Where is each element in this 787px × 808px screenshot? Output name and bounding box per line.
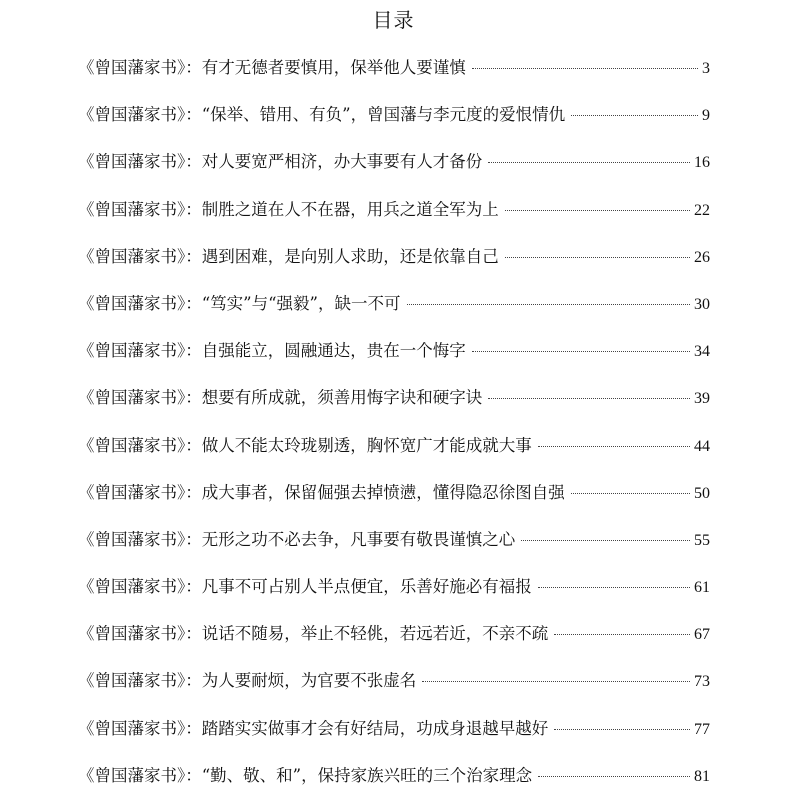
dot-leader (472, 68, 698, 69)
book-title: 《曾国藩家书》 (78, 482, 186, 502)
dot-leader (488, 162, 690, 163)
page-number: 39 (694, 390, 710, 408)
page-number: 34 (694, 343, 710, 361)
title-separator: ： (185, 718, 202, 738)
entry-text: 遇到困难，是向别人求助，还是依靠自己 (201, 246, 499, 266)
page-number: 3 (702, 60, 710, 77)
page-number: 50 (694, 484, 710, 502)
entry-text: 凡事不可占别人半点便宜，乐善好施必有福报 (201, 577, 532, 597)
toc-entry[interactable] (78, 525, 710, 572)
book-title: 《曾国藩家书》 (78, 765, 186, 785)
dot-leader (472, 351, 690, 352)
title-separator: ： (185, 388, 202, 408)
title-separator: ： (185, 624, 202, 644)
book-title: 《曾国藩家书》 (78, 58, 186, 77)
dot-leader (505, 210, 690, 211)
toc-entry[interactable] (78, 619, 710, 666)
dot-leader (521, 540, 690, 541)
entry-text: 自强能立，圆融通达，贵在一个悔字 (201, 341, 466, 361)
title-separator: ： (185, 435, 202, 455)
book-title: 《曾国藩家书》 (78, 624, 186, 644)
dot-leader (538, 587, 690, 588)
title-separator: ： (185, 482, 202, 502)
entry-text: 说话不随易，举止不轻佻，若远若近，不亲不疏 (201, 624, 549, 644)
toc-entry-title (78, 147, 482, 177)
page-number: 61 (694, 579, 710, 597)
dot-leader (538, 776, 690, 777)
toc-entry-title (78, 525, 515, 555)
toc-entry[interactable] (78, 242, 710, 289)
title-separator: ： (185, 529, 202, 549)
toc-entry[interactable] (78, 289, 710, 336)
toc-entry-title (78, 289, 401, 319)
title-separator: ： (185, 58, 202, 77)
book-title: 《曾国藩家书》 (78, 718, 186, 738)
dot-leader (538, 446, 690, 447)
title-separator: ： (185, 341, 202, 361)
toc-entry-title (78, 336, 466, 366)
dot-leader (554, 729, 690, 730)
title-separator: ： (185, 671, 202, 691)
book-title: 《曾国藩家书》 (78, 529, 186, 549)
dot-leader (488, 398, 690, 399)
entry-text: 有才无德者要慎用，保举他人要谨慎 (201, 58, 466, 77)
toc-entry[interactable] (78, 761, 710, 808)
entry-text: “勤、敬、和”，保持家族兴旺的三个治家理念 (201, 765, 533, 785)
title-separator: ： (185, 105, 202, 125)
toc-entry[interactable] (78, 383, 710, 430)
entry-text: 为人要耐烦，为官要不张虚名 (201, 671, 417, 691)
dot-leader (407, 304, 691, 305)
page-number: 44 (694, 437, 710, 455)
toc-entry-title (78, 431, 532, 461)
toc-entry-title (78, 666, 416, 696)
toc-entry-title (78, 100, 565, 130)
dot-leader (505, 257, 690, 258)
book-title: 《曾国藩家书》 (78, 105, 186, 125)
page-number: 22 (694, 201, 710, 219)
toc-entry-title (78, 195, 499, 225)
dot-leader (422, 681, 690, 682)
entry-text: 踏踏实实做事才会有好结局，功成身退越早越好 (201, 718, 549, 738)
toc-entry[interactable] (78, 147, 710, 194)
book-title: 《曾国藩家书》 (78, 341, 186, 361)
entry-text: 制胜之道在人不在器，用兵之道全军为上 (201, 199, 499, 219)
book-title: 《曾国藩家书》 (78, 199, 186, 219)
entry-text: 无形之功不必去争，凡事要有敬畏谨慎之心 (201, 529, 516, 549)
page-number: 67 (694, 626, 710, 644)
toc-list (78, 53, 710, 808)
entry-text: 成大事者，保留倔强去掉愤懑，懂得隐忍徐图自强 (201, 482, 565, 502)
entry-text: 做人不能太玲珑剔透，胸怀宽广才能成就大事 (201, 435, 532, 455)
book-title: 《曾国藩家书》 (78, 152, 186, 172)
toc-entry[interactable] (78, 100, 710, 147)
dot-leader (554, 634, 690, 635)
toc-entry[interactable] (78, 666, 710, 713)
book-title: 《曾国藩家书》 (78, 671, 186, 691)
page-number: 16 (694, 154, 710, 172)
toc-entry[interactable] (78, 195, 710, 242)
title-separator: ： (185, 765, 202, 785)
book-title: 《曾国藩家书》 (78, 435, 186, 455)
page-number: 55 (694, 531, 710, 549)
toc-entry-title (78, 53, 466, 83)
book-title: 《曾国藩家书》 (78, 577, 186, 597)
toc-entry-title (78, 383, 482, 413)
toc-entry[interactable] (78, 478, 710, 525)
book-title: 《曾国藩家书》 (78, 388, 186, 408)
page-number: 73 (694, 673, 710, 691)
page-number: 81 (694, 767, 710, 785)
page-number: 30 (694, 295, 710, 313)
title-separator: ： (185, 577, 202, 597)
title-separator: ： (185, 293, 202, 313)
toc-entry-title (78, 761, 532, 791)
toc-entry-title (78, 714, 548, 744)
toc-entry-title (78, 619, 548, 649)
title-separator: ： (185, 152, 202, 172)
toc-entry[interactable] (78, 714, 710, 761)
toc-title: 目录 (372, 8, 415, 32)
toc-entry[interactable] (78, 336, 710, 383)
dot-leader (571, 115, 698, 116)
toc-entry-title (78, 242, 499, 272)
entry-text: 想要有所成就，须善用悔字诀和硬字诀 (201, 388, 483, 408)
page-number: 9 (702, 107, 710, 125)
entry-text: “保举、错用、有负”，曾国藩与李元度的爱恨情仇 (201, 105, 566, 125)
toc-entry-title (78, 572, 532, 602)
title-separator: ： (185, 246, 202, 266)
dot-leader (571, 493, 690, 494)
entry-text: 对人要宽严相济，办大事要有人才备份 (201, 152, 483, 172)
title-separator: ： (185, 199, 202, 219)
toc-entry[interactable] (78, 572, 710, 619)
page-number: 77 (694, 720, 710, 738)
entry-text: “笃实”与“强毅”，缺一不可 (201, 293, 401, 313)
book-title: 《曾国藩家书》 (78, 246, 186, 266)
book-title: 《曾国藩家书》 (78, 293, 186, 313)
page-number: 26 (694, 248, 710, 266)
toc-entry[interactable] (78, 53, 710, 100)
toc-entry-title (78, 478, 565, 508)
toc-entry[interactable] (78, 431, 710, 478)
